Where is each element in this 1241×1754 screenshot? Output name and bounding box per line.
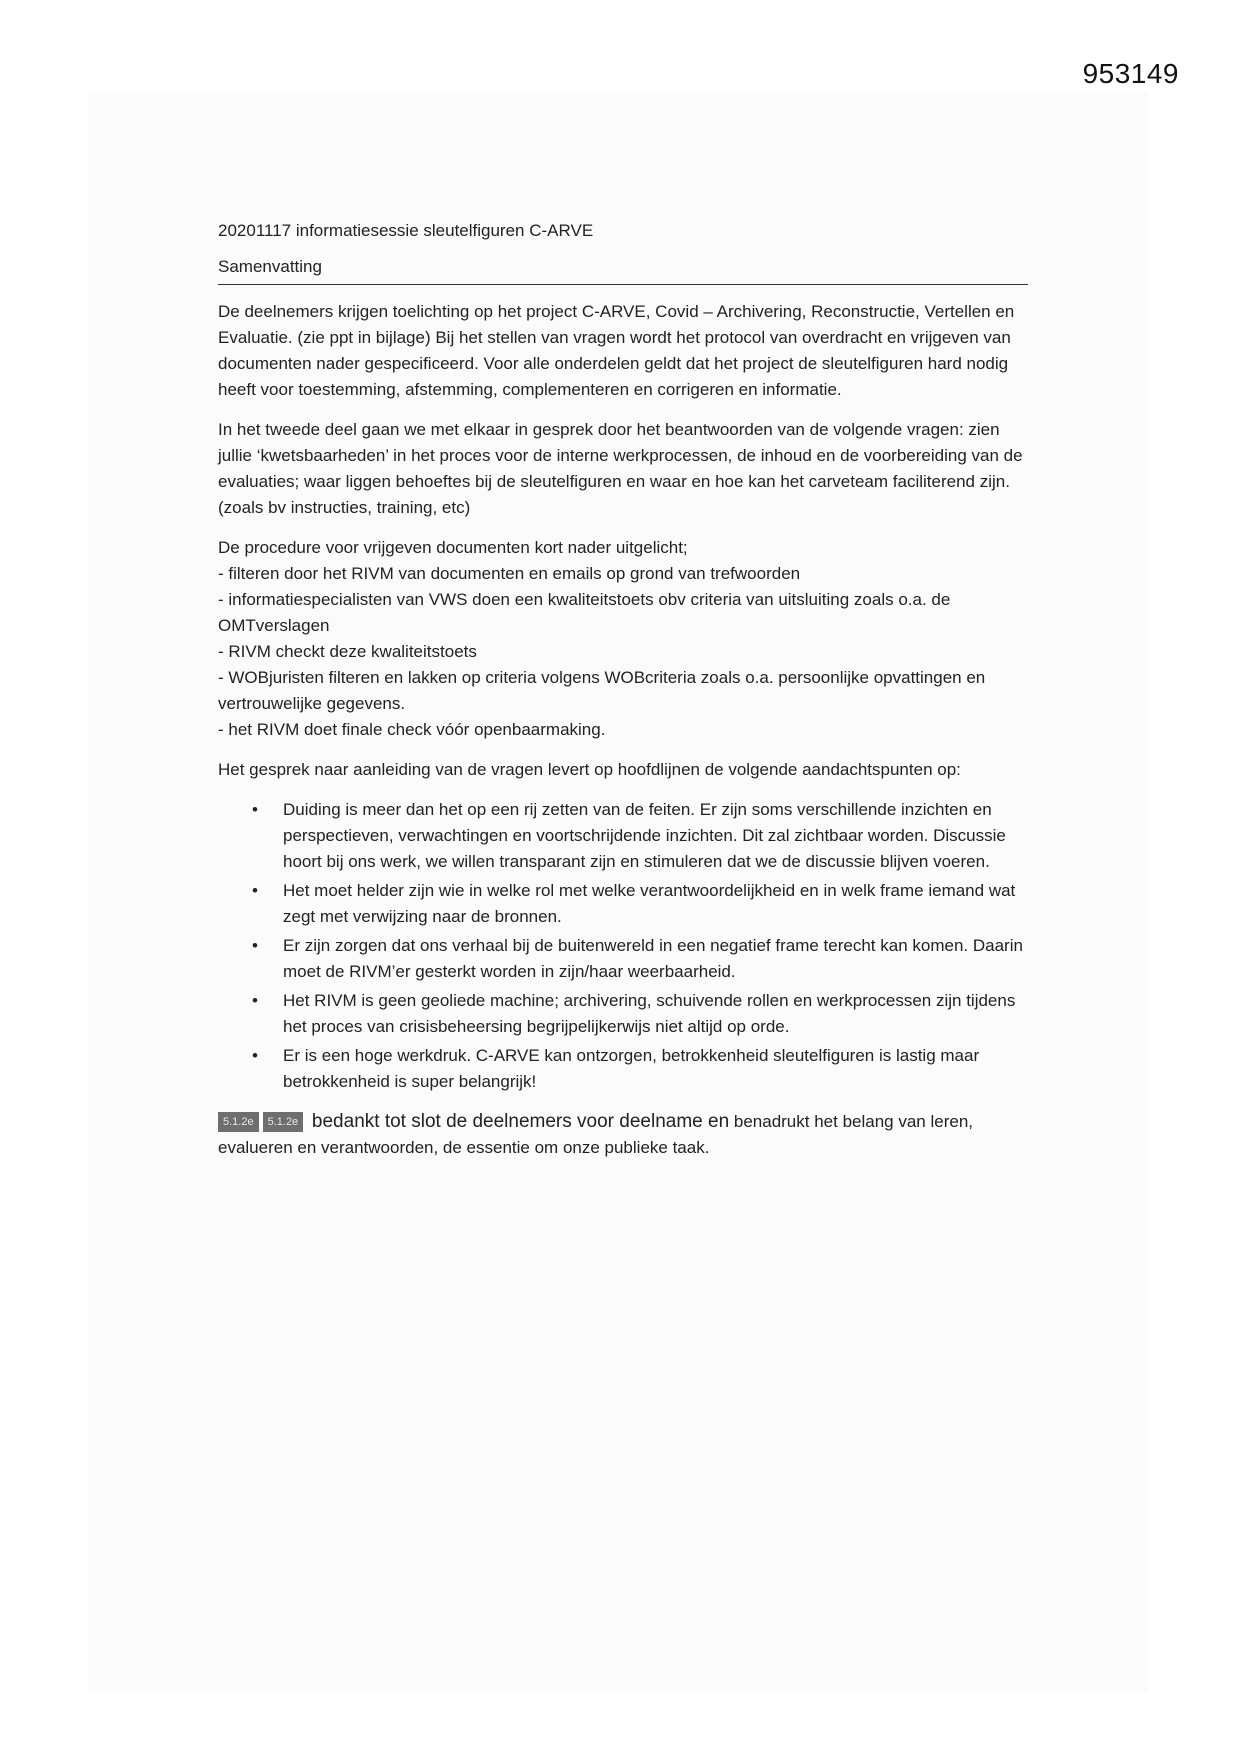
discussion-point-text: Het moet helder zijn wie in welke rol met welke verantwoordelijkheid en in welk frame iemand wat zegt met verwijzing naar de bronnen. [283, 881, 1016, 926]
paragraph-questions: In het tweede deel gaan we met elkaar in gesprek door het beantwoorden van de volgende vragen: zien jullie ‘kwetsbaarheden’ in het proces voor de interne werkprocessen, de inhoud en de voorbereiding van de evaluaties; waar liggen behoeftes bij de sleutelfiguren en waar en hoe kan het carveteam faciliterend zijn. (zoals bv instructies, training, etc) [218, 420, 1023, 517]
closing-paragraph [218, 1109, 1028, 1161]
discussion-point-text: Duiding is meer dan het op een rij zetten van de feiten. Er zijn soms verschillende inzichten en perspectieven, verwachtingen en voortschrijdende inzichten. Dit zal zichtbaar worden. Discussie hoort bij ons werk, we willen transparant zijn en stimuleren dat we de discussie blijven voeren. [283, 800, 1006, 871]
closing-text: benadrukt het belang van leren, evalueren en verantwoorden, de essentie om onze publieke taak. [218, 1112, 973, 1157]
redaction-label: 5.1.2e [263, 1112, 304, 1132]
discussion-point-text: Er zijn zorgen dat ons verhaal bij de buitenwereld in een negatief frame terecht kan komen. Daarin moet de RIVM’er gesterkt worden in zijn/haar weerbaarheid. [283, 936, 1023, 981]
discussion-point [218, 878, 1028, 930]
discussion-point [218, 797, 1028, 875]
procedure-step: - informatiespecialisten van VWS doen een kwaliteitstoets obv criteria van uitsluiting zoals o.a. de OMTverslagen [218, 590, 951, 635]
procedure-intro: De procedure voor vrijgeven documenten kort nader uitgelicht; [218, 538, 688, 557]
procedure-step: - het RIVM doet finale check vóór openbaarmaking. [218, 720, 606, 739]
procedure-step: - WOBjuristen filteren en lakken op criteria volgens WOBcriteria zoals o.a. persoonlijke opvattingen en vertrouwelijke gegevens. [218, 668, 986, 713]
bullet-icon: • [252, 800, 258, 819]
bullet-icon: • [252, 1046, 258, 1065]
discussion-point-text: Er is een hoge werkdruk. C-ARVE kan ontzorgen, betrokkenheid sleutelfiguren is lastig maar betrokkenheid is super belangrijk! [283, 1046, 980, 1091]
section-heading-summary: Samenvatting [218, 254, 1028, 285]
document-number: 953149 [1082, 58, 1179, 89]
document-title: 20201117 informatiesessie sleutelfiguren C-ARVE [218, 221, 594, 240]
document-body [218, 218, 1028, 1161]
paragraph-intro: De deelnemers krijgen toelichting op het project C-ARVE, Covid – Archivering, Reconstructie, Vertellen en Evaluatie. (zie ppt in bijlage) Bij het stellen van vragen wordt het protocol van overdracht en vrijgeven van documenten nader gespecificeerd. Voor alle onderdelen geldt dat het project de sleutelfiguren hard nodig heeft voor toestemming, afstemming, complementeren en corrigeren en informatie. [218, 302, 1015, 399]
discussion-intro: Het gesprek naar aanleiding van de vragen levert op hoofdlijnen de volgende aandachtspunten op: [218, 760, 961, 779]
closing-text-large: bedankt tot slot de deelnemers voor deelname en [311, 1111, 730, 1132]
discussion-point [218, 1043, 1028, 1095]
procedure-section [218, 535, 1028, 743]
procedure-step: - filteren door het RIVM van documenten en emails op grond van trefwoorden [218, 564, 801, 583]
bullet-icon: • [252, 881, 258, 900]
procedure-step: - RIVM checkt deze kwaliteitstoets [218, 642, 477, 661]
discussion-point [218, 933, 1028, 985]
redaction-label: 5.1.2e [218, 1112, 259, 1132]
discussion-point-text: Het RIVM is geen geoliede machine; archivering, schuivende rollen en werkprocessen zijn tijdens het proces van crisisbeheersing begrijpelijkerwijs niet altijd op orde. [283, 991, 1016, 1036]
bullet-icon: • [252, 936, 258, 955]
discussion-points-list [218, 797, 1028, 1095]
discussion-point [218, 988, 1028, 1040]
bullet-icon: • [252, 991, 258, 1010]
